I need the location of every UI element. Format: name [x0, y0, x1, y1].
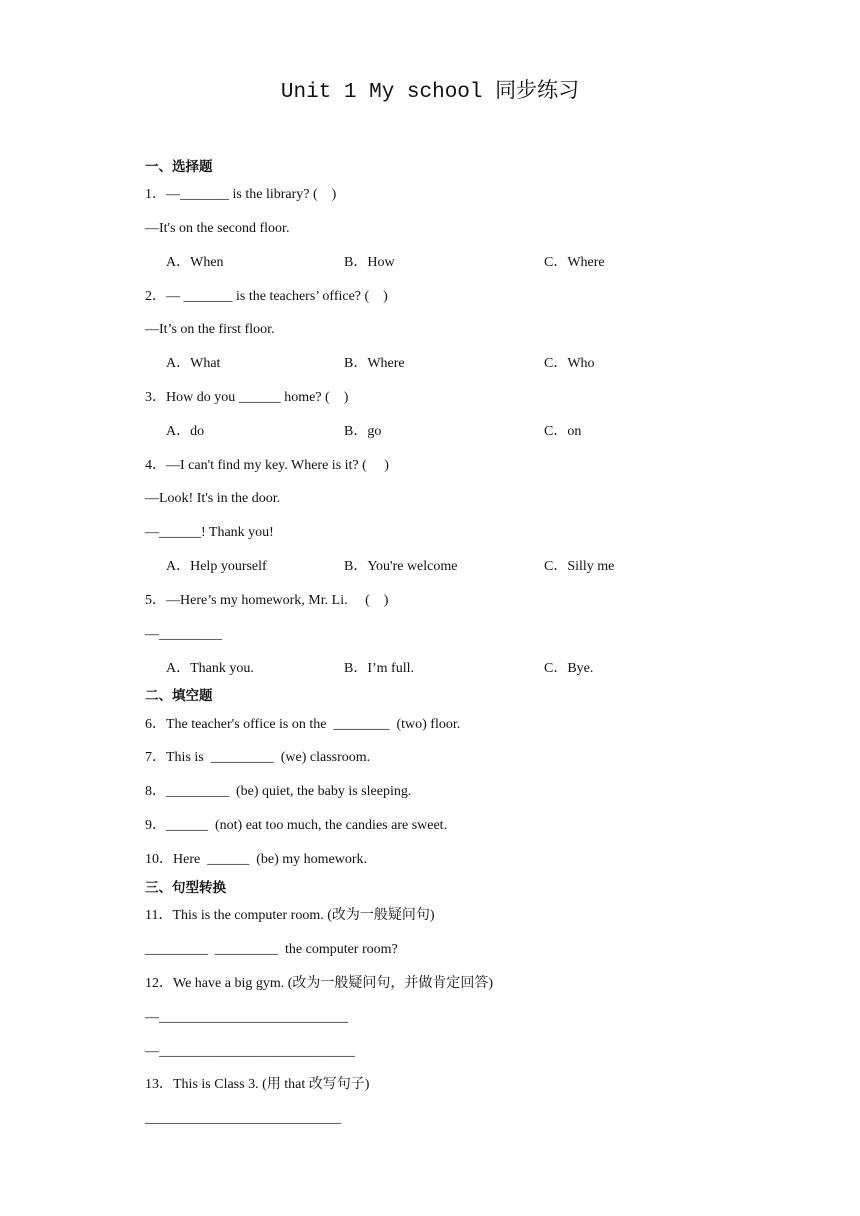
question-3-option-a: A．do [166, 424, 205, 439]
question-1-option-b: B．How [344, 255, 395, 270]
question-2-option-c: C．Who [544, 356, 595, 371]
page-title: Unit 1 My school 同步练习 [280, 81, 580, 104]
question-13-answer-line: ____________________________ [145, 1111, 341, 1126]
question-13: 13．This is Class 3. (用 that 改写句子) [145, 1077, 370, 1092]
question-6: 6．The teacher's office is on the ________ (two) floor. [145, 717, 461, 732]
question-1-option-c: C．Where [544, 255, 605, 270]
question-9: 9．______ (not) eat too much, the candies are sweet. [145, 818, 448, 833]
section-heading-choice: 一、选择题 [145, 159, 213, 175]
section-heading-transform: 三、句型转换 [145, 880, 226, 896]
question-4-dialogue-1: —Look! It's in the door. [145, 491, 281, 506]
question-1-dialogue: —It's on the second floor. [145, 221, 290, 236]
question-4-option-a: A．Help yourself [166, 559, 267, 574]
question-12-answer-line-1: —___________________________ [145, 1010, 348, 1025]
question-5-option-a: A．Thank you. [166, 661, 254, 676]
question-2-option-b: B．Where [344, 356, 405, 371]
question-7: 7．This is _________ (we) classroom. [145, 750, 371, 765]
question-5-dialogue: —_________ [145, 627, 222, 642]
question-4-option-b: B．You're welcome [344, 559, 458, 574]
question-2-option-a: A．What [166, 356, 221, 371]
question-1-prompt: 1．—_______ is the library? ( ) [145, 187, 337, 202]
question-3-option-b: B．go [344, 424, 382, 439]
question-12: 12．We have a big gym. (改为一般疑问句，并做肯定回答) [145, 976, 494, 991]
question-4-option-c: C．Silly me [544, 559, 615, 574]
question-5-option-c: C．Bye. [544, 661, 594, 676]
question-10: 10．Here ______ (be) my homework. [145, 852, 368, 867]
question-5-option-b: B．I’m full. [344, 661, 414, 676]
question-3-option-c: C．on [544, 424, 582, 439]
question-5-prompt: 5．—Here’s my homework, Mr. Li. ( ) [145, 593, 389, 608]
question-8: 8．_________ (be) quiet, the baby is sleeping. [145, 784, 412, 799]
question-4-prompt: 4．—I can't find my key. Where is it? ( ) [145, 458, 389, 473]
question-4-dialogue-2: —______! Thank you! [145, 525, 274, 540]
question-12-answer-line-2: —____________________________ [145, 1044, 355, 1059]
section-heading-fill: 二、填空题 [145, 688, 213, 704]
question-3-prompt: 3．How do you ______ home? ( ) [145, 390, 349, 405]
question-11-answer-line: _________ _________ the computer room? [145, 942, 398, 957]
question-1-option-a: A．When [166, 255, 224, 270]
question-2-prompt: 2．— _______ is the teachers’ office? ( ) [145, 289, 388, 304]
question-2-dialogue: —It’s on the first floor. [145, 322, 275, 337]
question-11: 11．This is the computer room. (改为一般疑问句) [145, 908, 435, 923]
